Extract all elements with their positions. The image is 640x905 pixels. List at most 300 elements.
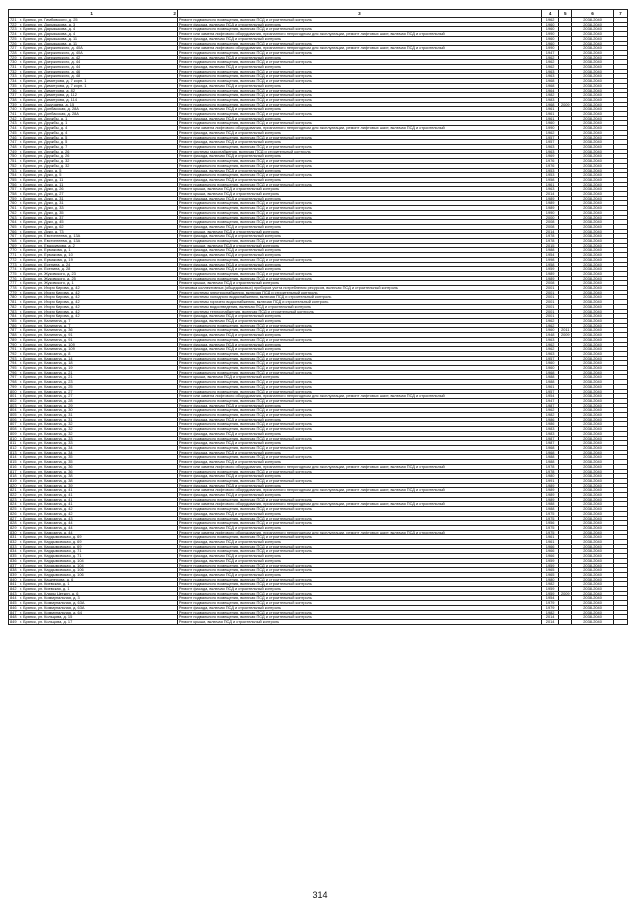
table-row <box>9 620 628 625</box>
row-year-built: 1960 <box>542 27 559 32</box>
row-number: 833 <box>10 544 17 549</box>
row-number: 822 <box>10 492 17 498</box>
row-period: 2038-2040 <box>572 319 613 324</box>
row-address: г. Брянск, ул. Гимбовского, д. 25 <box>20 17 78 22</box>
row-year-built: 2001 <box>542 300 559 305</box>
row-period: 2038-2040 <box>572 290 613 295</box>
row-period: 2038-2040 <box>572 173 613 178</box>
row-year-built: 1962 <box>542 347 559 352</box>
row-address: г. Брянск, ул. Калинина, д. 91 <box>20 332 73 338</box>
row-address: г. Брянск, ул. Евстигнеева, д. 13А <box>20 233 81 239</box>
row-work-type: Ремонт фасада, включая ПСД и строительный контроль <box>177 224 541 229</box>
row-number: 784 <box>10 313 17 319</box>
row-address: г. Брянск, ул. Камозина, д. 34 <box>20 445 73 450</box>
row-year-built: 2008 <box>542 281 559 286</box>
row-work-type: Ремонт подвального помещения, включая ПСД и строительный контроль <box>177 93 541 98</box>
row-number: 823 <box>10 497 17 502</box>
row-number: 770 <box>10 247 17 253</box>
row-period: 2038-2040 <box>572 323 613 328</box>
row-period: 2038-2040 <box>572 248 613 253</box>
row-work-type: Ремонт подвального помещения, включая ПСД и строительный контроль <box>177 18 541 23</box>
row-work-type: Ремонт подвального помещения, включая ПСД и строительный контроль <box>177 97 541 102</box>
row-period: 2038-2040 <box>572 130 613 135</box>
row-number: 753 <box>10 168 17 173</box>
page-number: 314 <box>312 890 328 900</box>
row-year-built: 1987 <box>542 403 559 408</box>
row-year-built: 1959 <box>542 591 559 596</box>
row-number: 845 <box>10 600 17 606</box>
row-work-type: Ремонт фасада, включая ПСД и строительный контроль <box>177 460 541 465</box>
row-work-type: Ремонт фасада, включая ПСД и строительный контроль <box>177 540 541 545</box>
row-number: 798 <box>10 379 17 385</box>
row-year-built: 2001 <box>542 304 559 309</box>
row-year-built: 1975 <box>542 516 559 521</box>
row-work-type: Ремонт подвального помещения, включая ПСД и строительный контроль <box>177 535 541 540</box>
row-year-built: 1986 <box>542 422 559 427</box>
row-address: г. Брянск, ул. Димитрова, д. 7 корп. 1 <box>20 83 87 88</box>
row-year-built: 1983 <box>542 431 559 436</box>
row-address: г. Брянск, ул. Дуки, д. 33 <box>20 205 64 211</box>
row-address: г. Брянск, ул. Дуки, д. 35 <box>20 210 64 215</box>
row-address: г. Брянск, ул. Камозина, д. 44 <box>20 530 73 535</box>
row-number: 800 <box>10 389 17 394</box>
row-year-built: 1966 <box>542 544 559 549</box>
row-number: 748 <box>10 144 17 149</box>
row-work-type: Ремонт подвального помещения, включая ПСД и строительный контроль <box>177 549 541 554</box>
row-period: 2038-2040 <box>572 591 613 596</box>
row-period: 2038-2040 <box>572 497 613 502</box>
row-work-type: Ремонт подвального помещения, включая ПСД и строительный контроль <box>177 201 541 206</box>
row-year-built: 1957 <box>542 389 559 394</box>
row-number: 759 <box>10 196 17 201</box>
row-period: 2038-2040 <box>572 342 613 347</box>
row-year-built: 1988 <box>542 502 559 507</box>
row-year-built: 1962 <box>542 319 559 324</box>
row-number: 803 <box>10 403 17 408</box>
row-address: г. Брянск, ул. Киевская, д. 1 <box>20 586 70 592</box>
row-work-type: Ремонт подвального помещения, включая ПСД и строительный контроль <box>177 469 541 474</box>
row-number: 794 <box>10 360 17 366</box>
row-work-type: Ремонт фасада, включая ПСД и строительный контроль <box>177 107 541 112</box>
row-work-type: Ремонт фасада, включая ПСД и строительный контроль <box>177 154 541 159</box>
row-address: г. Брянск, ул. Дружбы, д. 32 <box>20 158 70 164</box>
row-year-built: 1963 <box>542 187 559 192</box>
row-address: г. Брянск, ул. Дружбы, д. 1 <box>20 120 68 126</box>
row-number: 785 <box>10 318 17 323</box>
row-period: 2038-2040 <box>572 478 613 483</box>
row-year-built: 1978 <box>542 234 559 239</box>
row-work-type: Ремонт подвального помещения, включая ПСД и строительный контроль <box>177 328 541 333</box>
row-work-type: Ремонт фасада, включая ПСД и строительный контроль <box>177 342 541 347</box>
row-address: г. Брянск, ул. Дуки, д. 31 <box>20 196 64 201</box>
row-address: г. Брянск, ул. Дуки, д. 27 <box>20 191 64 197</box>
row-number: 765 <box>10 224 17 229</box>
row-work-type: Ремонт подвального помещения, включая ПСД и строительный контроль <box>177 577 541 582</box>
row-year-built: 1961 <box>542 182 559 187</box>
row-work-type: Ремонт подвального помещения, включая ПСД и строительный контроль <box>177 544 541 549</box>
row-number: 749 <box>10 149 17 154</box>
row-period: 2038-2040 <box>572 74 613 79</box>
row-period: 2038-2040 <box>572 351 613 356</box>
row-work-type: Ремонт крыши, включая ПСД и строительный контроль <box>177 187 541 192</box>
row-work-type: Ремонт подвального помещения, включая ПСД и строительный контроль <box>177 163 541 168</box>
row-year-built: 1990 <box>542 32 559 37</box>
row-number: 736 <box>10 88 17 93</box>
row-number: 843 <box>10 591 17 596</box>
row-address: г. Брянск, ул. Камозина, д. 27 <box>20 393 73 399</box>
row-period: 2038-2040 <box>572 112 613 117</box>
row-year-built: 1986 <box>542 417 559 422</box>
row-period: 2038-2040 <box>572 116 613 121</box>
row-period: 2038-2040 <box>572 493 613 498</box>
row-period: 2038-2040 <box>572 370 613 375</box>
row-number: 792 <box>10 351 17 356</box>
row-period: 2038-2040 <box>572 281 613 286</box>
row-year-built: 1975 <box>542 525 559 530</box>
row-year-built: 1968 <box>542 370 559 375</box>
row-year-built: 1961 <box>542 535 559 540</box>
row-work-type: Ремонт подвального помещения, включая ПСД и строительный контроль <box>177 112 541 117</box>
row-work-type: Ремонт фасада, включая ПСД и строительный контроль <box>177 417 541 422</box>
row-number: 793 <box>10 356 17 361</box>
row-number: 824 <box>10 501 17 507</box>
row-number: 760 <box>10 200 17 206</box>
row-address: г. Брянск, ул. Кардымовская, д. 69 <box>20 544 82 549</box>
row-period: 2038-2040 <box>572 431 613 436</box>
row-year-built: 2014 <box>542 229 559 234</box>
row-work-type: Ремонт фасада, включая ПСД и строительный контроль <box>177 403 541 408</box>
row-period: 2038-2040 <box>572 403 613 408</box>
row-address: г. Брянск, ул. Дружбы, д. 1 <box>20 116 68 121</box>
row-period: 2038-2040 <box>572 563 613 568</box>
row-year-repair <box>559 620 572 625</box>
row-period: 2038-2040 <box>572 304 613 309</box>
row-number: 829 <box>10 525 17 530</box>
row-year-built: 1988 <box>542 507 559 512</box>
row-number: 756 <box>10 182 17 187</box>
row-year-built: 1988 <box>542 455 559 460</box>
row-year-built: 1962 <box>542 408 559 413</box>
row-work-type: Ремонт подвального помещения, включая ПСД и строительный контроль <box>177 144 541 149</box>
row-address: г. Брянск, ул. Дуки, д. 11 <box>20 177 64 182</box>
row-number: 834 <box>10 548 17 554</box>
row-address: г. Брянск, ул. Дружбы, д. 32 <box>20 163 70 168</box>
row-period: 2038-2040 <box>572 271 613 276</box>
row-number: 814 <box>10 454 17 460</box>
row-period: 2038-2040 <box>572 46 613 51</box>
row-year-built: 1978 <box>542 464 559 469</box>
row-address: г. Брянск, ул. Игоря Кирова, д. 42 <box>20 304 80 309</box>
row-work-type: Ремонт подвального помещения, включая ПСД и строительный контроль <box>177 69 541 74</box>
row-address: г. Брянск, ул. Димитрова, д. 112 <box>20 92 77 98</box>
row-number: 810 <box>10 436 17 441</box>
row-work-type: Ремонт крыши, включая ПСД и строительный контроль <box>177 192 541 197</box>
row-address: г. Брянск, ул. Калинина, д. 109 <box>20 346 75 352</box>
row-number: 762 <box>10 210 17 215</box>
row-address: г. Брянск, ул. Дружбы, д. 4 <box>20 125 68 131</box>
row-year-built: 1989 <box>542 201 559 206</box>
row-address: г. Брянск, ул. Камозина, д. 31 <box>20 417 73 422</box>
row-year-built: 2001 <box>542 295 559 300</box>
row-address: г. Брянск, ул. Кардымовская, д. 69 <box>20 534 82 540</box>
row-number: 722 <box>10 22 17 27</box>
row-period: 2038-2040 <box>572 69 613 74</box>
row-number: 808 <box>10 426 17 432</box>
row-year-built: 1962 <box>542 55 559 60</box>
row-number: 835 <box>10 553 17 559</box>
row-period: 2038-2040 <box>572 257 613 262</box>
row-year-built: 1961 <box>542 540 559 545</box>
row-address: г. Брянск, ул. Кольцова, д. 17 <box>20 619 73 624</box>
row-year-built: 1979 <box>542 601 559 606</box>
row-work-type: Ремонт подвального помещения, включая ПСД и строительный контроль <box>177 455 541 460</box>
row-number: 780 <box>10 294 17 300</box>
row-number: 781 <box>10 299 17 305</box>
row-period: 2038-2040 <box>572 394 613 399</box>
row-address: г. Брянск, ул. Калинина, д. 7 <box>20 318 71 323</box>
row-year-built: 1961 <box>542 116 559 121</box>
row-period: 2038-2040 <box>572 422 613 427</box>
row-year-built: 1982 <box>542 413 559 418</box>
row-period: 2038-2040 <box>572 234 613 239</box>
row-year-built: 1963 <box>542 149 559 154</box>
row-year-built: 2001 <box>542 309 559 314</box>
row-number: 813 <box>10 450 17 455</box>
row-address: г. Брянск, ул. Кардымовская, д. 71 <box>20 548 82 554</box>
row-number: 831 <box>10 534 17 540</box>
row-period: 2038-2040 <box>572 511 613 516</box>
row-work-type: Установка коллективных (общедомовых) приборов учета потребления ресурсов, включая ПСД и строительный контроль <box>177 286 541 291</box>
row-work-type: Ремонт подвального помещения, включая ПСД и строительный контроль <box>177 436 541 441</box>
row-number: 840 <box>10 577 17 582</box>
row-address: г. Брянск, ул. Камозина, д. 28 <box>20 398 73 403</box>
row-year-built: 1960 <box>542 366 559 371</box>
row-year-built: 1960 <box>542 328 559 333</box>
row-period: 2038-2040 <box>572 276 613 281</box>
row-address: г. Брянск, ул. Дзержинского, д. 44 <box>20 64 81 70</box>
row-year-built: 1988 <box>542 380 559 385</box>
row-period: 2038-2040 <box>572 535 613 540</box>
row-year-built: 1962 <box>542 65 559 70</box>
row-number: 802 <box>10 398 17 403</box>
row-period: 2038-2040 <box>572 398 613 403</box>
row-year-built: 1982 <box>542 582 559 587</box>
row-period: 2038-2040 <box>572 464 613 469</box>
row-number: 729 <box>10 55 17 60</box>
row-address: г. Брянск, ул. Камозина, д. 8 <box>20 351 71 356</box>
header-col-1: 1 2 <box>9 10 178 18</box>
row-address: г. Брянск, ул. Киевская, д. 1 <box>20 581 70 587</box>
row-number: 804 <box>10 407 17 413</box>
row-work-type: Ремонт или замена лифтового оборудования, признанного непригодным для эксплуатации, ремонт лифтовых шахт, включая ПСД и строительный <box>177 488 541 493</box>
row-year-built: 1954 <box>542 253 559 258</box>
row-year-built: 1990 <box>542 46 559 51</box>
row-work-type: Ремонт подвального помещения, включая ПСД и строительный контроль <box>177 210 541 215</box>
row-period: 2038-2040 <box>572 65 613 70</box>
row-work-type: Ремонт подвального помещения, включая ПСД и строительный контроль <box>177 445 541 450</box>
row-work-type: Ремонт или замена лифтового оборудования, признанного непригодным для эксплуатации, ремонт лифтовых шахт, включая ПСД и строительный <box>177 502 541 507</box>
row-period: 2038-2040 <box>572 215 613 220</box>
row-period: 2038-2040 <box>572 460 613 465</box>
row-period: 2038-2040 <box>572 558 613 563</box>
row-address: г. Брянск, ул. Игоря Кирова, д. 42 <box>20 285 80 291</box>
row-period: 2038-2040 <box>572 201 613 206</box>
row-work-type: Ремонт фасада, включая ПСД и строительный контроль <box>177 130 541 135</box>
row-number: 779 <box>10 290 17 295</box>
row-number: 787 <box>10 327 17 333</box>
row-number: 747 <box>10 139 17 145</box>
row-work-type: Ремонт подвального помещения, включая ПСД и строительный контроль <box>177 516 541 521</box>
row-year-built: 1962 <box>542 130 559 135</box>
row-period: 2038-2040 <box>572 347 613 352</box>
row-year-built: 1989 <box>542 276 559 281</box>
row-work-type: Ремонт фасада, включая ПСД и строительный контроль <box>177 511 541 516</box>
row-work-type: Ремонт подвального помещения, включая ПСД и строительный контроль <box>177 478 541 483</box>
row-year-built: 1968 <box>542 450 559 455</box>
row-work-type: Ремонт подвального помещения, включая ПСД и строительный контроль <box>177 135 541 140</box>
row-address: г. Брянск, ул. Калинина, д. 36 <box>20 327 73 333</box>
row-year-built: 1961 <box>542 112 559 117</box>
row-year-built: 1990 <box>542 126 559 131</box>
row-period: 2038-2040 <box>572 135 613 140</box>
row-number: 751 <box>10 158 17 164</box>
row-address: г. Брянск, ул. Игоря Кирова, д. 42 <box>20 309 80 314</box>
row-address: г. Брянск, ул. Дуки, д. 11 <box>20 182 64 187</box>
row-number: 782 <box>10 304 17 309</box>
row-work-type: Ремонт фасада, включая ПСД и строительный контроль <box>177 65 541 70</box>
row-period: 2038-2040 <box>572 502 613 507</box>
row-year-built: 1989 <box>542 488 559 493</box>
row-work-type: Ремонт подвального помещения, включая ПСД и строительный контроль <box>177 408 541 413</box>
row-work-type: Ремонт фасада, включая ПСД и строительный контроль <box>177 319 541 324</box>
row-number: 757 <box>10 186 17 192</box>
row-work-type: Ремонт фасада, включая ПСД и строительный контроль <box>177 168 541 173</box>
row-address: г. Брянск, ул. Дарьяшкова, д. 3 <box>20 22 76 27</box>
row-work-type: Ремонт подвального помещения, включая ПСД и строительный контроль <box>177 159 541 164</box>
row-period: 2038-2040 <box>572 286 613 291</box>
row-number: 741 <box>10 111 17 117</box>
row-work-type: Ремонт или замена лифтового оборудования, признанного непригодным для эксплуатации, ремонт лифтовых шахт, включая ПСД и строительный <box>177 394 541 399</box>
row-address: г. Брянск, ул. Дарьяшкова, д. 4 <box>20 31 76 37</box>
row-period: 2038-2040 <box>572 474 613 479</box>
row-address: г. Брянск, ул. Камозина, д. 35 <box>20 459 73 465</box>
row-period: 2038-2040 <box>572 79 613 84</box>
row-period: 2038-2040 <box>572 427 613 432</box>
row-work-type: Ремонт фасада, включая ПСД и строительный контроль <box>177 554 541 559</box>
row-address: г. Брянск, ул. Дарьяшкова, д. 11 <box>20 36 78 41</box>
row-address: г. Брянск, ул. Димитрова, д. 7 корп. 1 <box>20 78 87 84</box>
row-number: 796 <box>10 370 17 375</box>
row-number: 734 <box>10 78 17 84</box>
row-number: 827 <box>10 516 17 521</box>
row-work-type: Ремонт фасада, включая ПСД и строительный контроль <box>177 196 541 201</box>
row-work-type: Ремонт системы водоотведения, включая ПСД и строительный контроль <box>177 304 541 309</box>
row-year-built: 1963 <box>542 337 559 342</box>
row-period: 2038-2040 <box>572 88 613 93</box>
row-year-built: 1968 <box>542 79 559 84</box>
row-period: 2038-2040 <box>572 18 613 23</box>
row-period: 2038-2040 <box>572 582 613 587</box>
row-address: г. Брянск, ул. Дуки, д. 73 <box>20 229 64 234</box>
row-year-built: 1957 <box>542 356 559 361</box>
row-period: 2038-2040 <box>572 408 613 413</box>
row-number: 789 <box>10 337 17 342</box>
row-work-type: Ремонт подвального помещения, включая ПСД и строительный контроль <box>177 427 541 432</box>
row-work-type: Ремонт крыши, включая ПСД и строительный контроль <box>177 281 541 286</box>
row-work-type: Ремонт фасада, включая ПСД и строительный контроль <box>177 36 541 41</box>
row-year-built: 1959 <box>542 267 559 272</box>
row-period: 2038-2040 <box>572 41 613 46</box>
row-work-type: Ремонт фасада, включая ПСД и строительный контроль <box>177 177 541 182</box>
row-address: г. Брянск, ул. Димитрова, д. 114 <box>20 97 77 102</box>
row-year-built: 1988 <box>542 248 559 253</box>
row-work-type: Ремонт подвального помещения, включая ПСД и строительный контроль <box>177 121 541 126</box>
row-address: г. Брянск, ул. Евдокимова, д. 2 <box>20 243 75 248</box>
row-address: г. Брянск, ул. Камозина, д. 29 <box>20 403 73 408</box>
header-col-5: 5 <box>559 10 572 18</box>
row-number: 818 <box>10 473 17 479</box>
row-number: 778 <box>10 285 17 291</box>
row-number: 740 <box>10 106 17 112</box>
row-period: 2038-2040 <box>572 206 613 211</box>
row-period: 2038-2040 <box>572 93 613 98</box>
row-year-built: 1989 <box>542 497 559 502</box>
row-work-type: Ремонт подвального помещения, включая ПСД и строительный контроль <box>177 521 541 526</box>
row-number: 754 <box>10 172 17 178</box>
row-number: 724 <box>10 31 17 37</box>
row-period: 2038-2040 <box>572 577 613 582</box>
row-work-type: Ремонт крыши, включая ПСД и строительный контроль <box>177 620 541 625</box>
row-year-repair: 2009 <box>559 591 572 596</box>
row-year-repair: 2009 <box>559 333 572 338</box>
row-number: 807 <box>10 421 17 427</box>
header-col-4: 4 <box>542 10 559 18</box>
row-year-built: 1987 <box>542 441 559 446</box>
table-header-row <box>9 10 628 18</box>
row-year-built: 1963 <box>542 74 559 79</box>
row-work-type: Ремонт фасада, включая ПСД и строительный контроль <box>177 450 541 455</box>
row-period: 2038-2040 <box>572 262 613 267</box>
row-number: 817 <box>10 469 17 474</box>
row-address: г. Брянск, ул. Камозина, д. 18 <box>20 360 73 366</box>
row-address: г. Брянск, ул. Жуковского, д. 25 <box>20 276 76 281</box>
row-year-built: 1948 <box>542 333 559 338</box>
row-address: г. Брянск, ул. Дзержинского, д. 40А <box>20 45 83 51</box>
row-address: г. Брянск, ул. Дуки, д. 31 <box>20 200 64 206</box>
row-address: г. Брянск, ул. Камозина, д. 42 <box>20 506 73 512</box>
row-work-type: Ремонт подвального помещения, включая ПСД и строительный контроль <box>177 610 541 615</box>
row-address: г. Брянск, ул. Ермакова, д. 10 <box>20 252 73 258</box>
row-period: 2038-2040 <box>572 36 613 41</box>
row-year-built: 1960 <box>542 361 559 366</box>
row-period: 2038-2040 <box>572 314 613 319</box>
row-work-type: Ремонт системы газоснабжения, включая ПСД и строительный контроль <box>177 149 541 154</box>
row-work-type: Ремонт фасада, включая ПСД и строительный контроль <box>177 483 541 488</box>
row-work-type: Ремонт крыши, включая ПСД и строительный контроль <box>177 375 541 380</box>
row-work-type: Ремонт подвального помещения, включая ПСД и строительный контроль <box>177 361 541 366</box>
row-period: 2038-2040 <box>572 267 613 272</box>
row-number: 799 <box>10 384 17 389</box>
row-period: 2038-2040 <box>572 229 613 234</box>
row-number: 788 <box>10 332 17 338</box>
row-work-type: Ремонт подвального помещения, включая ПСД и строительный контроль <box>177 257 541 262</box>
row-work-type: Ремонт или замена лифтового оборудования, признанного непригодным для эксплуатации, ремонт лифтовых шахт, включая ПСД и строительный <box>177 126 541 131</box>
row-year-built: 1963 <box>542 144 559 149</box>
row-period: 2038-2040 <box>572 300 613 305</box>
row-work-type: Ремонт фасада, включая ПСД и строительный контроль <box>177 140 541 145</box>
row-work-type: Ремонт системы холодного водоснабжения, включая ПСД и строительный контроль <box>177 295 541 300</box>
row-work-type: Ремонт или замена лифтового оборудования, признанного непригодным для эксплуатации, ремонт лифтовых шахт, включая ПСД и строительный <box>177 32 541 37</box>
